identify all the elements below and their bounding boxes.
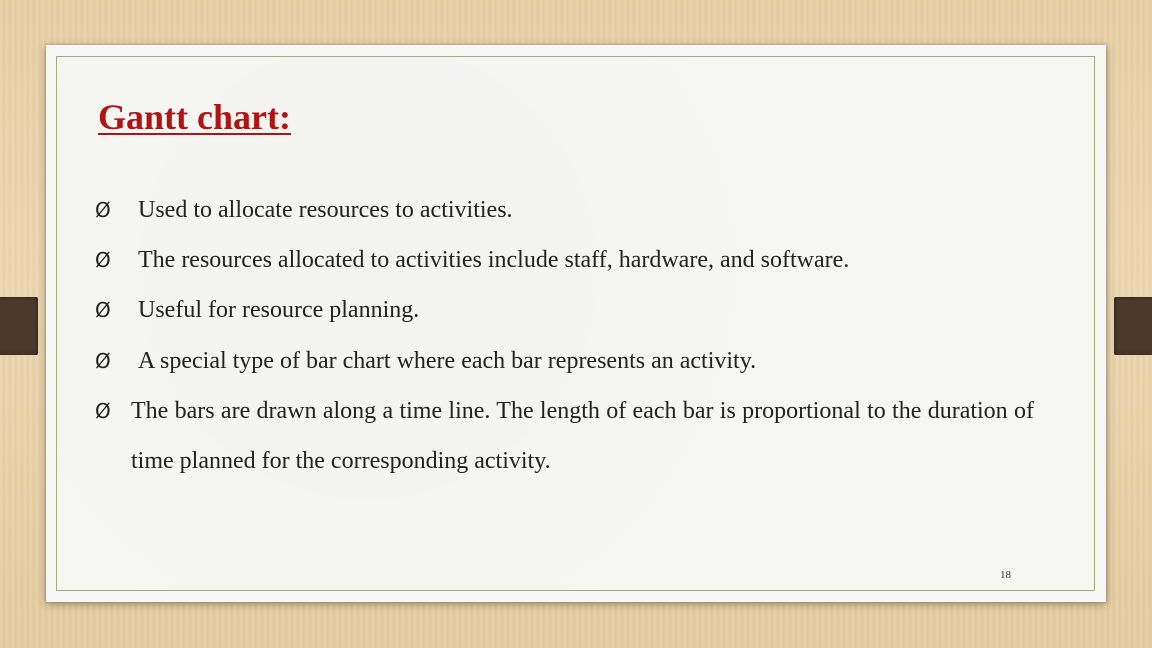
page-number: 18	[1000, 569, 1011, 581]
arrow-bullet-icon: Ø	[95, 248, 111, 272]
arrow-bullet-icon: Ø	[95, 298, 111, 322]
bullet-item	[85, 285, 1034, 335]
bullet-item	[85, 336, 1034, 386]
bullet-item	[85, 185, 1034, 235]
slide	[46, 45, 1106, 602]
bullet-text: The bars are drawn along a time line. The length of each bar is proportional to the duration of time planned for the corresponding activity.	[131, 398, 1034, 474]
bullet-text: Used to allocate resources to activities.	[138, 197, 513, 223]
bullet-text: A special type of bar chart where each bar represents an activity.	[138, 348, 757, 374]
bullet-text: The resources allocated to activities include staff, hardware, and software.	[138, 247, 850, 273]
arrow-bullet-icon: Ø	[95, 349, 111, 373]
slide-frame	[56, 56, 1095, 591]
left-side-tab	[0, 297, 38, 355]
slide-title: Gantt chart:	[98, 97, 291, 137]
bullet-text: Useful for resource planning.	[138, 297, 420, 323]
bullet-item	[85, 235, 1034, 285]
arrow-bullet-icon: Ø	[95, 198, 111, 222]
right-side-tab	[1114, 297, 1152, 355]
bullet-item	[85, 386, 1034, 486]
arrow-bullet-icon: Ø	[95, 399, 111, 423]
